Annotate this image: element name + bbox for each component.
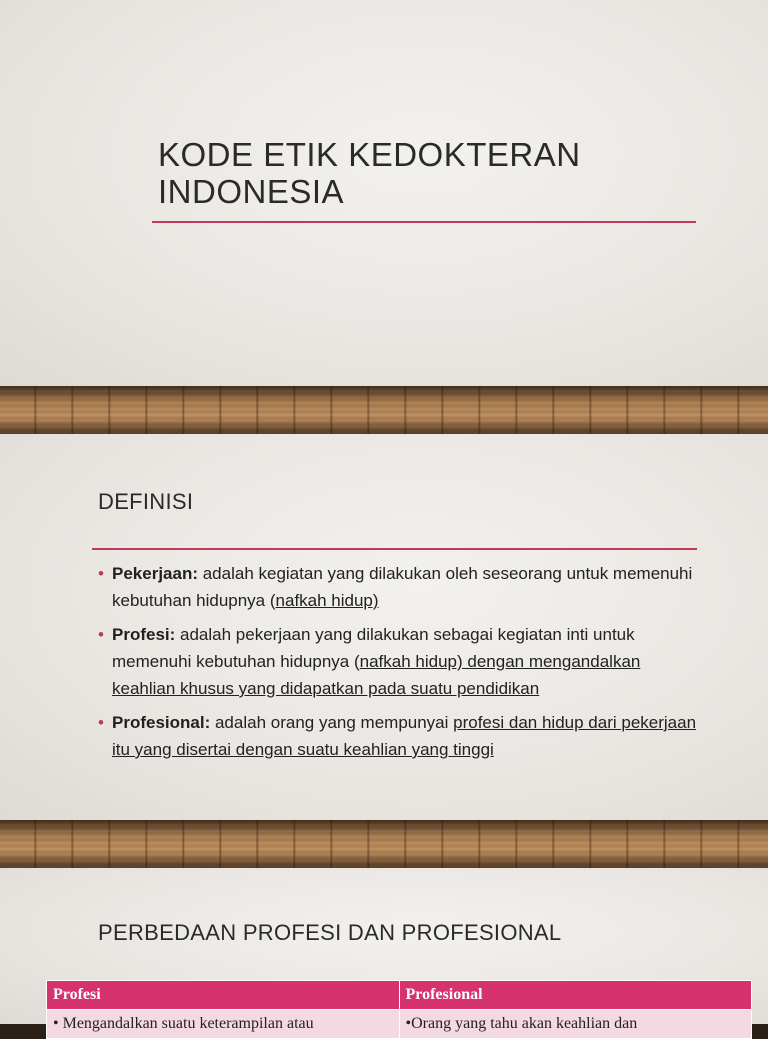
wood-floor-divider: [0, 820, 768, 868]
definition-item: [98, 709, 698, 763]
table-row: [47, 1010, 752, 1039]
comparison-table: [46, 980, 752, 1039]
bullet-icon: •: [98, 564, 104, 583]
title-underline: [152, 221, 696, 223]
definition-underlined: nafkah hidup) dengan mengandalkan keahlian khusus yang didapatkan pada suatu pendidikan: [112, 652, 641, 698]
perbedaan-heading: PERBEDAAN PROFESI DAN PROFESIONAL: [98, 920, 562, 945]
definisi-heading: DEFINISI: [98, 489, 194, 514]
table-header-row: [47, 981, 752, 1010]
table-cell: • Mengandalkan suatu keterampilan atau: [47, 1010, 400, 1039]
definition-text: adalah orang yang mempunyai: [210, 713, 454, 732]
definition-item: [98, 621, 698, 702]
table-cell: •Orang yang tahu akan keahlian dan: [399, 1010, 752, 1039]
definition-text: adalah pekerjaan yang dilakukan sebagai kegiatan inti untuk memenuhi kebutuhan hidupnya (: [112, 625, 635, 671]
bullet-icon: •: [98, 713, 104, 732]
definition-term: Profesional:: [112, 713, 211, 732]
table-header-profesi: Profesi: [47, 981, 400, 1010]
definition-underlined: profesi dan hidup dari pekerjaan itu yang disertai dengan suatu keahlian yang tinggi: [112, 713, 697, 759]
slide-title-text: KODE ETIK KEDOKTERAN INDONESIA: [158, 136, 581, 210]
definition-term: Profesi:: [112, 625, 176, 644]
table-header-profesional: Profesional: [399, 981, 752, 1010]
wood-floor-divider: [0, 386, 768, 434]
bullet-icon: •: [98, 625, 104, 644]
definition-term: Pekerjaan:: [112, 564, 198, 583]
definition-item: [98, 560, 698, 614]
slide-title: [0, 0, 768, 386]
definisi-underline: [92, 548, 697, 550]
definition-underlined: nafkah hidup): [275, 591, 379, 610]
definition-list: [98, 560, 698, 770]
definition-text: adalah kegiatan yang dilakukan oleh seseorang untuk memenuhi kebutuhan hidupnya (: [112, 564, 693, 610]
